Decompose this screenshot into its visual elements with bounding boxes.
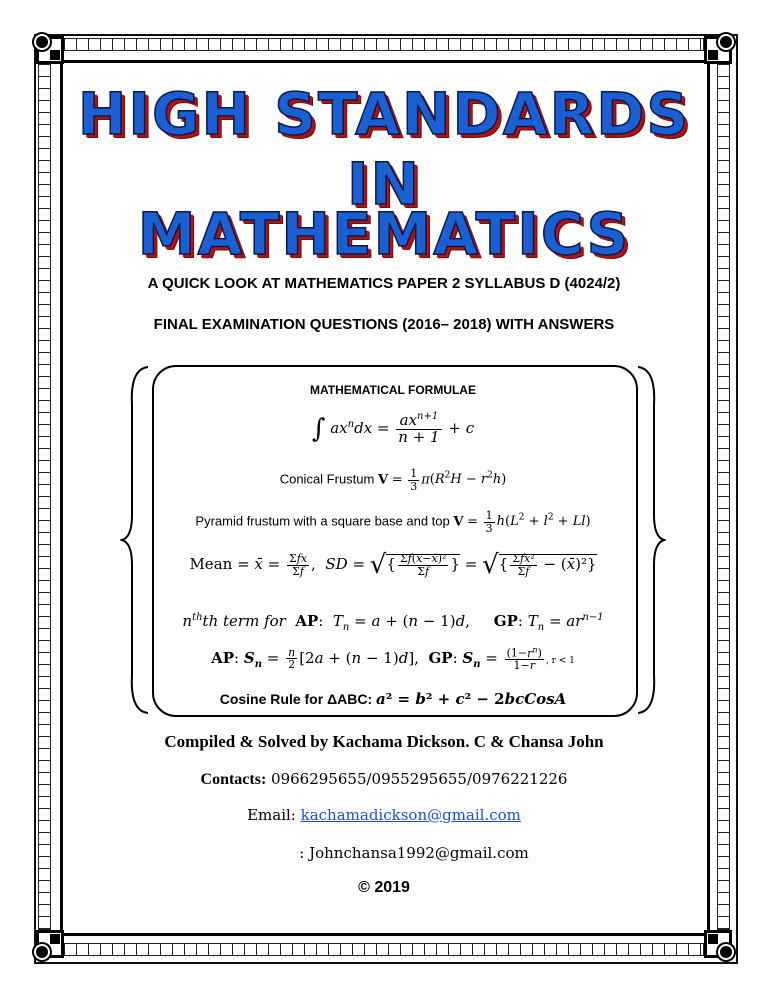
email-label: Email:	[247, 806, 301, 824]
title-line-1: HIGH STANDARDS	[77, 80, 691, 148]
cosine-rule-label: Cosine Rule for ΔABC:	[219, 691, 373, 707]
corner-ornament-bottom-left	[30, 930, 64, 964]
formula-integral: ∫ $ax^ndx$ = $\frac{ax^{n+1}}{n + 1}$ + c	[311, 411, 475, 446]
gp-label: GP	[493, 612, 518, 630]
left-brace-icon	[120, 365, 150, 715]
title-line-3: MATHEMATICS	[137, 200, 631, 268]
copyright: © 2019	[358, 879, 410, 896]
contacts-line	[0, 770, 768, 789]
email-secondary: : Johnchansa1992@gmail.com	[299, 844, 529, 862]
corner-ornament-bottom-right	[704, 930, 738, 964]
frustum-label: Conical Frustum	[279, 471, 375, 487]
corner-ornament-top-left	[30, 30, 64, 64]
subtitle-syllabus: A QUICK LOOK AT MATHEMATICS PAPER 2 SYLLABUS D (4024/2)	[147, 275, 621, 292]
formula-nth-term: $n^{th}th$ term for AP: $T_n = a + (n - 1)d$, GP: $T_n = ar^{n-1}$	[182, 612, 604, 633]
gp-condition: , r < 1	[545, 655, 575, 666]
ap-label: AP	[295, 612, 319, 630]
sd-label: SD	[325, 555, 348, 573]
contacts-numbers: 0966295655/0955295655/0976221226	[266, 770, 568, 788]
right-brace-icon	[636, 365, 666, 715]
corner-ornament-top-right	[704, 30, 738, 64]
title-line-2: IN	[346, 150, 422, 218]
pyramid-label: Pyramid frustum with a square base and top	[195, 513, 450, 529]
formula-mean-sd: Mean = x̄ = $\frac{\text{Σfx}}{\Sigma f}$ , SD = √{ $\frac{\text{Σf(x−x̄)²}}{\Sigma f}$ } = √{ $\frac{\text{Σfx²}}{\Sigma f}$ − (x̄)²}	[189, 550, 597, 580]
formulae-heading: MATHEMATICAL FORMULAE	[310, 383, 476, 397]
nth-term-label: th term for	[202, 612, 286, 630]
formula-series-sum: AP: $S_n$ = $\frac{n}{2}$ [2a + (n − 1)d], GP: $S_n$ = $\frac{(1-r^n)}{1-r}$ , r < 1	[211, 645, 575, 673]
border-rail-bottom	[64, 943, 704, 956]
subtitle-exam-years: FINAL EXAMINATION QUESTIONS (2016– 2018) WITH ANSWERS	[153, 316, 615, 333]
border-rail-top	[64, 38, 704, 51]
formula-conical-frustum: Conical Frustum V = $\frac{1}{3}$ $\pi(R^2H - r^2h)$	[279, 467, 507, 493]
email-link[interactable]: kachamadickson@gmail.com	[300, 806, 521, 824]
email-line	[0, 806, 768, 824]
compiled-by: Compiled & Solved by Kachama Dickson. C & Chansa John	[164, 732, 604, 751]
mean-label: Mean	[189, 555, 233, 573]
formula-pyramid-frustum: Pyramid frustum with a square base and top V = $\frac{1}{3}$ $h(L^2 + l^2 + Ll)$	[195, 509, 591, 535]
contacts-label: Contacts:	[200, 771, 267, 788]
formula-cosine-rule: Cosine Rule for ΔABC: a² = b² + c² − 2bcCosA	[219, 690, 567, 708]
